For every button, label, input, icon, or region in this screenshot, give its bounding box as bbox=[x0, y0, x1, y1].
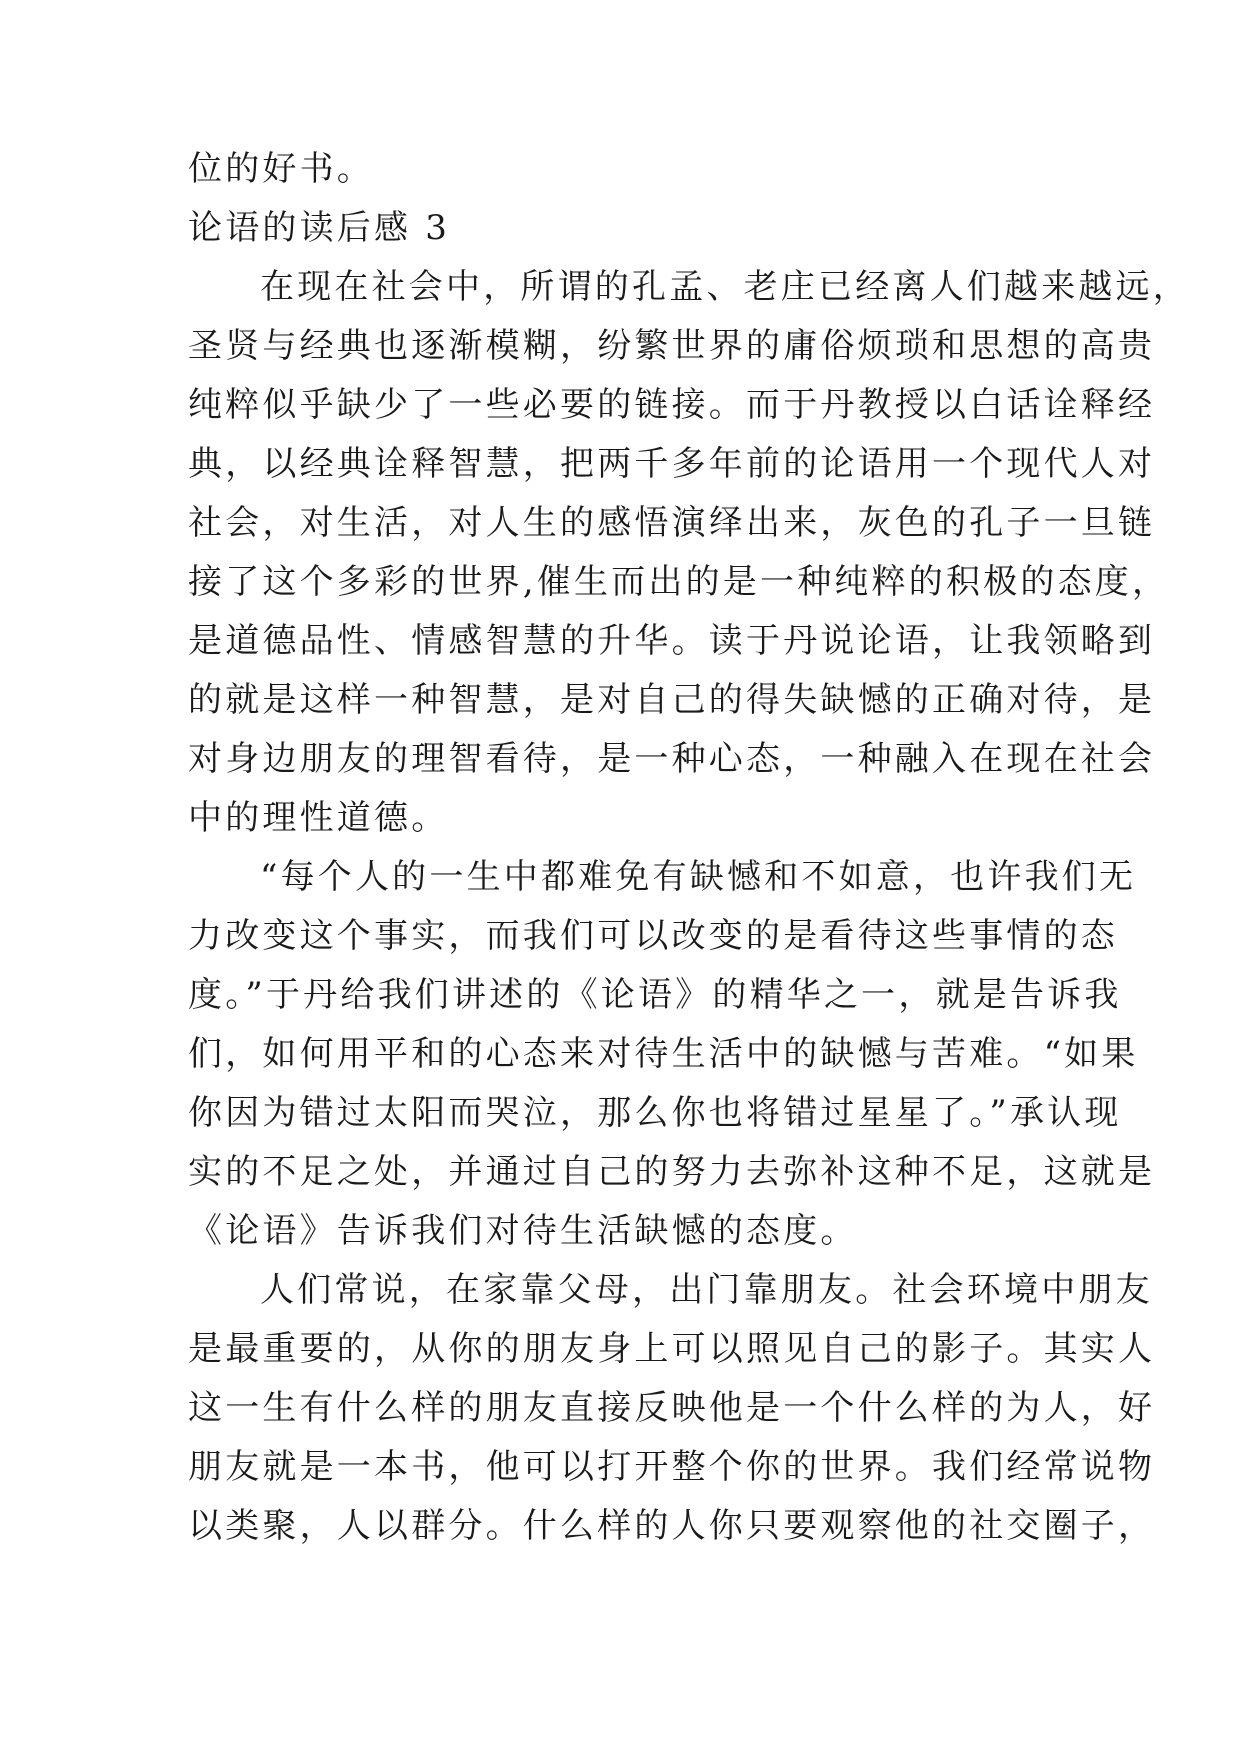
paragraph-line: 接了这个多彩的世界,催生而出的是一种纯粹的积极的态度， bbox=[188, 562, 1170, 602]
paragraph-line: 朋友就是一本书，他可以打开整个你的世界。我们经常说物 bbox=[188, 1447, 1156, 1487]
paragraph-line: 的就是这样一种智慧，是对自己的得失缺憾的正确对待，是 bbox=[188, 680, 1156, 720]
paragraph-line: “每个人的一生中都难免有缺憾和不如意，也许我们无 bbox=[260, 857, 1137, 897]
document-body bbox=[188, 140, 1190, 1556]
paragraph-line: 社会，对生活，对人生的感悟演绎出来，灰色的孔子一旦链 bbox=[188, 503, 1156, 543]
paragraph-line: 是道德品性、情感智慧的升华。读于丹说论语，让我领略到 bbox=[188, 621, 1156, 661]
paragraph-line: 典，以经典诠释智慧，把两千多年前的论语用一个现代人对 bbox=[188, 444, 1156, 484]
paragraph-line: 你因为错过太阳而哭泣，那么你也将错过星星了。”承认现 bbox=[188, 1093, 1122, 1133]
paragraph-line: 纯粹似乎缺少了一些必要的链接。而于丹教授以白话诠释经 bbox=[188, 385, 1156, 425]
paragraph-line: 《论语》告诉我们对待生活缺憾的态度。 bbox=[188, 1211, 858, 1251]
text-line: 位的好书。 bbox=[188, 149, 374, 189]
paragraph-line: 圣贤与经典也逐渐模糊，纷繁世界的庸俗烦琐和思想的高贵 bbox=[188, 326, 1156, 366]
paragraph-line: 中的理性道德。 bbox=[188, 798, 449, 838]
paragraph-line: 人们常说，在家靠父母，出门靠朋友。社会环境中朋友 bbox=[260, 1270, 1153, 1310]
paragraph-line: 是最重要的，从你的朋友身上可以照见自己的影子。其实人 bbox=[188, 1329, 1156, 1369]
paragraph-line: 力改变这个事实，而我们可以改变的是看待这些事情的态 bbox=[188, 916, 1118, 956]
paragraph-line: 对身边朋友的理智看待，是一种心态，一种融入在现在社会 bbox=[188, 739, 1156, 779]
paragraph-line: 以类聚，人以群分。什么样的人你只要观察他的社交圈子， bbox=[188, 1506, 1156, 1546]
paragraph-line: 们，如何用平和的心态来对待生活中的缺憾与苦难。“如果 bbox=[188, 1034, 1139, 1074]
paragraph-line: 度。”于丹给我们讲述的《论语》的精华之一，就是告诉我 bbox=[188, 975, 1122, 1015]
paragraph-line: 实的不足之处，并通过自己的努力去弥补这种不足，这就是 bbox=[188, 1152, 1156, 1192]
section-heading: 论语的读后感 3 bbox=[188, 208, 451, 248]
paragraph-line: 这一生有什么样的朋友直接反映他是一个什么样的为人，好 bbox=[188, 1388, 1156, 1428]
paragraph-line: 在现在社会中，所谓的孔孟、老庄已经离人们越来越远， bbox=[260, 267, 1190, 307]
